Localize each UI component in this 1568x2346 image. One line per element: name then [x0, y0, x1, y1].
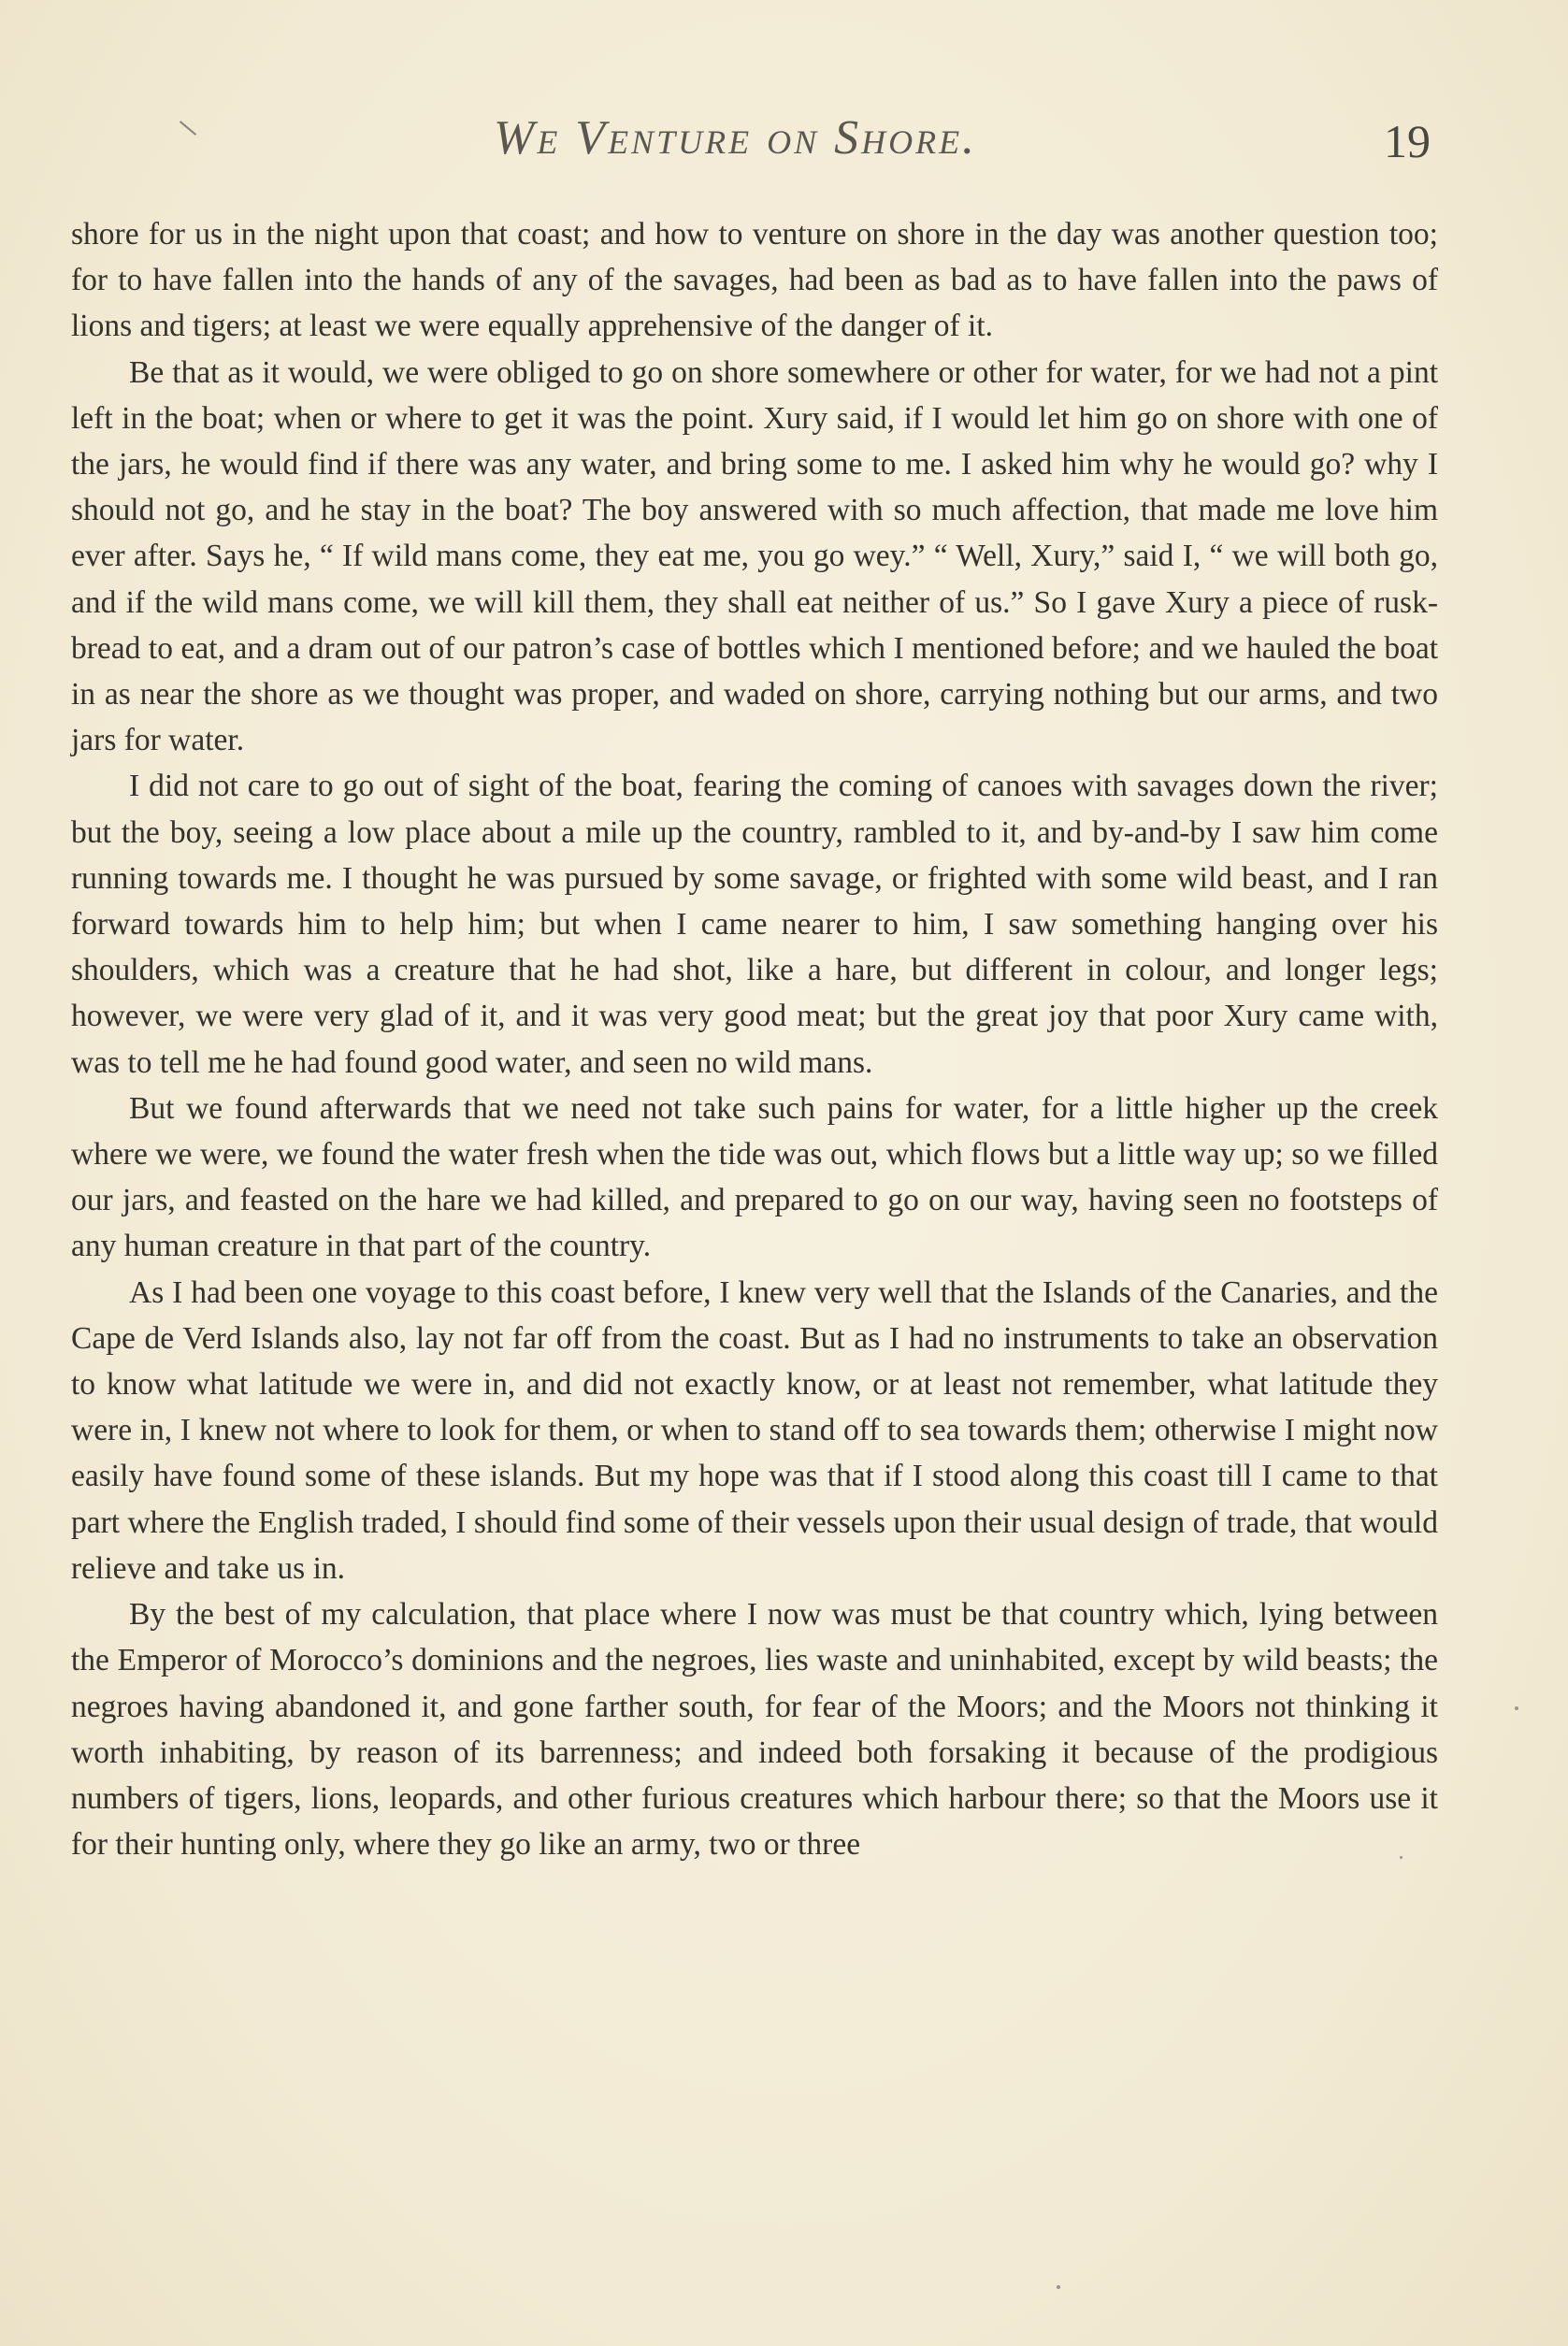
paper-speck — [1057, 2285, 1060, 2289]
paragraph: As I had been one voyage to this coast before, I knew very well that the Islands of the Canaries, and the Cape de Verd Islands also, lay not far off from the coast. But as I had no instruments to take an observation to know what latitude we were in, and did not exactly know, or at least not remember, what latitude they were in, I knew not where to look for them, or when to stand off to sea towards them; otherwise I might now easily have found some of these islands. But my hope was that if I stood along this coast till I came to that part where the English traded, I should find some of their vessels upon their usual design of trade, that would relieve and take us in. — [71, 1274, 1438, 1586]
paragraph: I did not care to go out of sight of the boat, fearing the coming of canoes with savages down the river; but the boy, seeing a low place about a mile up the country, rambled to it, and by-and-by I saw him come running towards me. I thought he was pursued by some savage, or frighted with some wild beast, and I ran forward towards him to help him; but when I came nearer to him, I saw something hanging over his shoulders, which was a creature that he had shot, like a hare, but different in colour, and longer legs; however, we were very glad of it, and it was very good meat; but the great joy that poor Xury came with, was to tell me he had found good water, and seen no wild mans. — [71, 769, 1438, 1080]
paragraph: shore for us in the night upon that coast; and how to venture on shore in the day was another question too; for to have fallen into the hands of any of the savages, had been as bad as to have fallen into the paws of lions and tigers; at least we were equally apprehensive of the danger of it. — [71, 217, 1438, 344]
running-head — [0, 110, 1568, 176]
paragraph: By the best of my calculation, that place where I now was must be that country which, lying between the Emperor of Morocco’s dominions and the negroes, lies waste and uninhabited, except by wild beasts; the negroes having abandoned it, and gone farther south, for fear of the Moors; and the Moors not thinking it worth inhabiting, by reason of its barrenness; and indeed both forsaking it because of the prodigious numbers of tigers, lions, leopards, and other furious creatures which harbour there; so that the Moors use it for their hunting only, where they go like an army, two or three — [71, 1597, 1438, 1863]
paper-speck — [1400, 1856, 1403, 1859]
paper-speck — [1515, 1706, 1518, 1710]
running-title: We Venture on Shore. — [494, 111, 978, 165]
body-text — [71, 211, 1438, 1867]
paragraph: Be that as it would, we were obliged to go on shore somewhere or other for water, for we had not a pint left in the boat; when or where to get it was the point. Xury said, if I would let him go on shore with one of the jars, he would find if there was any water, and bring some to me. I asked him why he would go? why I should not go, and he stay in the boat? The boy answered with so much affection, that made me love him ever after. Says he, “ If wild mans come, they eat me, you go wey.” “ Well, Xury,” said I, “ we will both go, and if the wild mans come, we will kill them, they shall eat neither of us.” So I gave Xury a piece of rusk-bread to eat, and a dram out of our patron’s case of bottles which I mentioned before; and we hauled the boat in as near the shore as we thought was proper, and waded on shore, carrying nothing but our arms, and two jars for water. — [71, 354, 1438, 758]
page-number: 19 — [1384, 115, 1431, 167]
paragraph: But we found afterwards that we need not take such pains for water, for a little higher up the creek where we were, we found the water fresh when the tide was out, which flows but a little way up; so we filled our jars, and feasted on the hare we had killed, and prepared to go on our way, having seen no footsteps of any human creature in that part of the country. — [71, 1090, 1438, 1264]
